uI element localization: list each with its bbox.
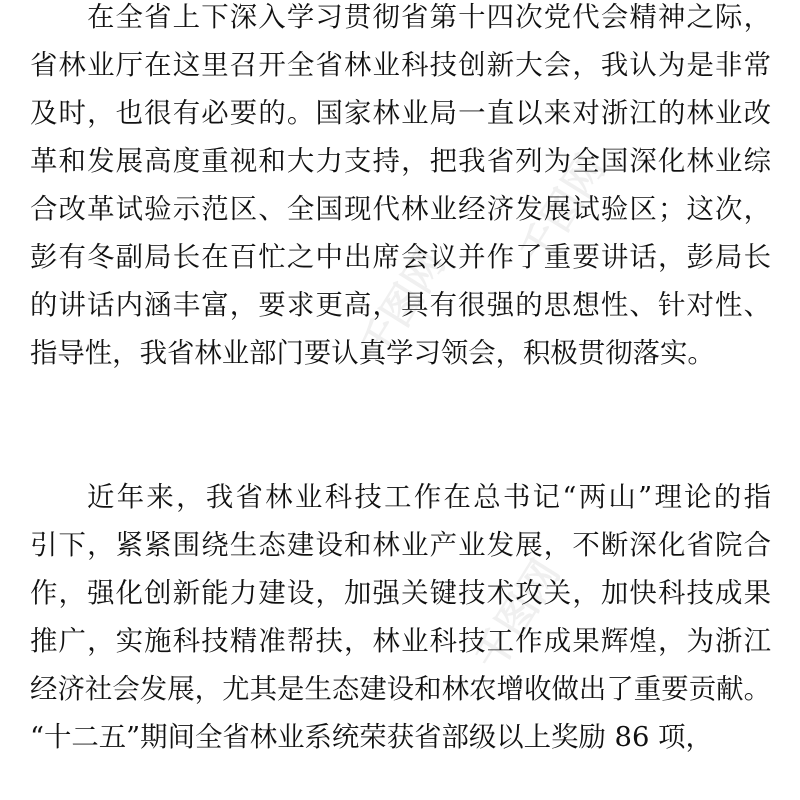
text-line: “十二五”期间全省林业系统荣获省部级以上奖励 86 项， (30, 722, 713, 753)
text-line: 经济社会发展，尤其是生态建设和林农增收做出了重要贡献。 (30, 674, 771, 705)
watermark: 千图网 (351, 242, 455, 369)
text-line: 作，强化创新能力建设，加强关键技术攻关，加快科技成果 (30, 578, 771, 609)
text-line: 在全省上下深入学习贯彻省第十四次党代会精神之际， (87, 2, 771, 33)
text-line: 彭有冬副局长在百忙之中出席会议并作了重要讲话，彭局长 (30, 242, 771, 273)
text-line: 合改革试验示范区、全国现代林业经济发展试验区；这次， (30, 194, 771, 225)
paragraph-2 (30, 474, 771, 762)
text-line: 革和发展高度重视和大力支持，把我省列为全国深化林业综 (30, 146, 771, 177)
paragraph-1 (30, 0, 771, 378)
text-line: 指导性，我省林业部门要认真学习领会，积极贯彻落实。 (30, 338, 715, 369)
text-line: 省林业厅在这里召开全省林业科技创新大会，我认为是非常 (30, 50, 771, 81)
watermark: 千图网 (466, 552, 570, 679)
text-line: 引下，紧紧围绕生态建设和林业产业发展，不断深化省院合 (30, 530, 771, 561)
watermark: 千图网 (511, 147, 615, 274)
text-line: 及时，也很有必要的。国家林业局一直以来对浙江的林业改 (30, 98, 771, 129)
text-line: 的讲话内涵丰富，要求更高，具有很强的思想性、针对性、 (30, 290, 771, 321)
document-body (30, 0, 771, 762)
text-line: 近年来，我省林业科技工作在总书记“两山”理论的指 (87, 482, 771, 513)
text-line: 推广，实施科技精准帮扶，林业科技工作成果辉煌，为浙江 (30, 626, 771, 657)
